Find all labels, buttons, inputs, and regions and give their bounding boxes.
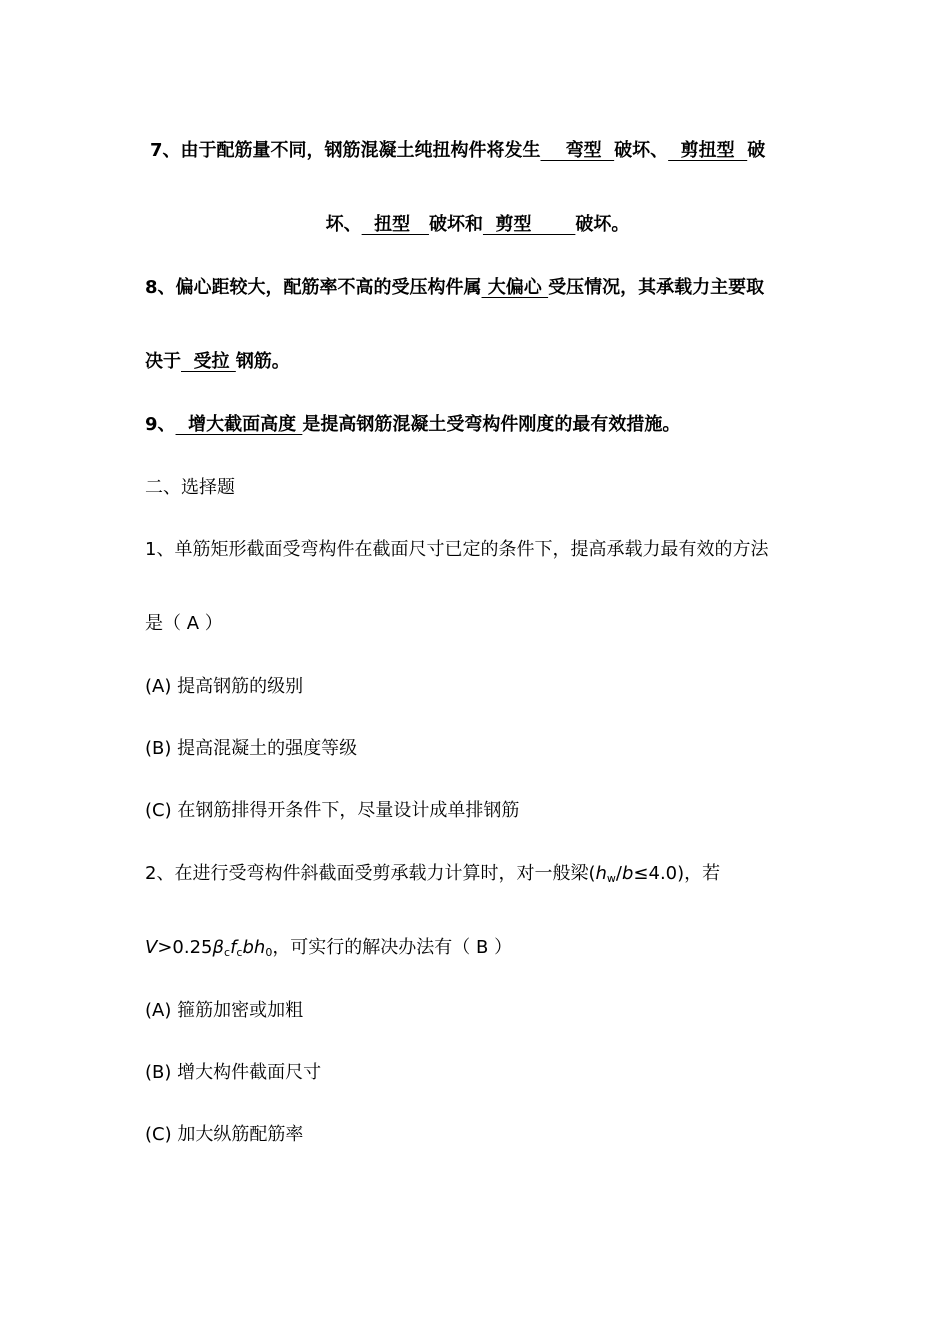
q7-text: 坏、 xyxy=(325,214,362,235)
q7-blank-4: 剪型 xyxy=(482,214,576,235)
c1-option-c: (C) 在钢筋排得开条件下，尽量设计成单排钢筋 xyxy=(145,800,520,821)
c2-stem-line1 xyxy=(145,862,810,891)
q7-blank-3: 扭型 xyxy=(361,214,429,235)
q8-text: 8、偏心距较大，配筋率不高的受压构件属 xyxy=(145,277,482,298)
c2-var-h: h xyxy=(595,863,607,884)
q7-text: 破坏。 xyxy=(575,214,630,235)
q7-text: 破坏和 xyxy=(428,214,483,235)
q7-line2 xyxy=(145,213,810,237)
c2-sub-c2: c xyxy=(236,946,243,959)
c2-sub-0: 0 xyxy=(265,946,273,959)
c2-sub-w: w xyxy=(606,872,616,885)
c2-var-f: f xyxy=(230,937,237,958)
q9-text: 9、 xyxy=(145,414,176,435)
q8-text: 决于 xyxy=(145,351,181,372)
c1-option-a: (A) 提高钢筋的级别 xyxy=(145,676,304,697)
q9-blank-1: 增大截面高度 xyxy=(175,414,303,435)
q8-text: 钢筋。 xyxy=(235,351,290,372)
c2-text: ≤4.0)，若 xyxy=(633,863,721,884)
q9-text: 是提高钢筋混凝土受弯构件刚度的最有效措施。 xyxy=(302,414,681,435)
c2-slash: / xyxy=(615,863,622,884)
q7-line1 xyxy=(150,139,815,163)
q8-line2 xyxy=(145,350,810,374)
q9-line xyxy=(145,413,810,437)
c1-option-b: (B) 提高混凝土的强度等级 xyxy=(145,738,358,759)
c1-stem-line1: 1、单筋矩形截面受弯构件在截面尺寸已定的条件下，提高承载力最有效的方法 xyxy=(145,539,769,560)
q7-text: 7、由于配筋量不同，钢筋混凝土纯扭构件将发生 xyxy=(150,140,541,161)
q8-blank-2: 受拉 xyxy=(181,351,236,372)
c2-var-b: b xyxy=(621,863,634,884)
c1-stem-line2: 是（ A ） xyxy=(145,613,223,634)
c2-text: 2、在进行受弯构件斜截面受剪承载力计算时，对一般梁( xyxy=(145,863,596,884)
c2-option-b: (B) 增大构件截面尺寸 xyxy=(145,1062,322,1083)
c2-text: >0.25 xyxy=(157,937,213,958)
c2-sub-c: c xyxy=(224,946,231,959)
c2-option-a: (A) 箍筋加密或加粗 xyxy=(145,1000,304,1021)
c2-var-bh: bh xyxy=(242,937,266,958)
q8-blank-1: 大偏心 xyxy=(481,277,549,298)
c2-text: ，可实行的解决办法有（ B ） xyxy=(272,937,513,958)
q8-line1 xyxy=(145,276,810,300)
section-title: 二、选择题 xyxy=(145,477,235,498)
c2-var-beta: β xyxy=(212,937,224,958)
q7-blank-2: 剪扭型 xyxy=(668,140,748,161)
c2-stem-line2 xyxy=(145,936,810,965)
c2-var-v: V xyxy=(145,937,158,958)
q7-text: 破坏、 xyxy=(614,140,669,161)
q7-blank-1: 弯型 xyxy=(540,140,615,161)
q7-text: 破 xyxy=(747,140,766,161)
c2-option-c: (C) 加大纵筋配筋率 xyxy=(145,1124,304,1145)
q8-text: 受压情况，其承载力主要取 xyxy=(548,277,765,298)
